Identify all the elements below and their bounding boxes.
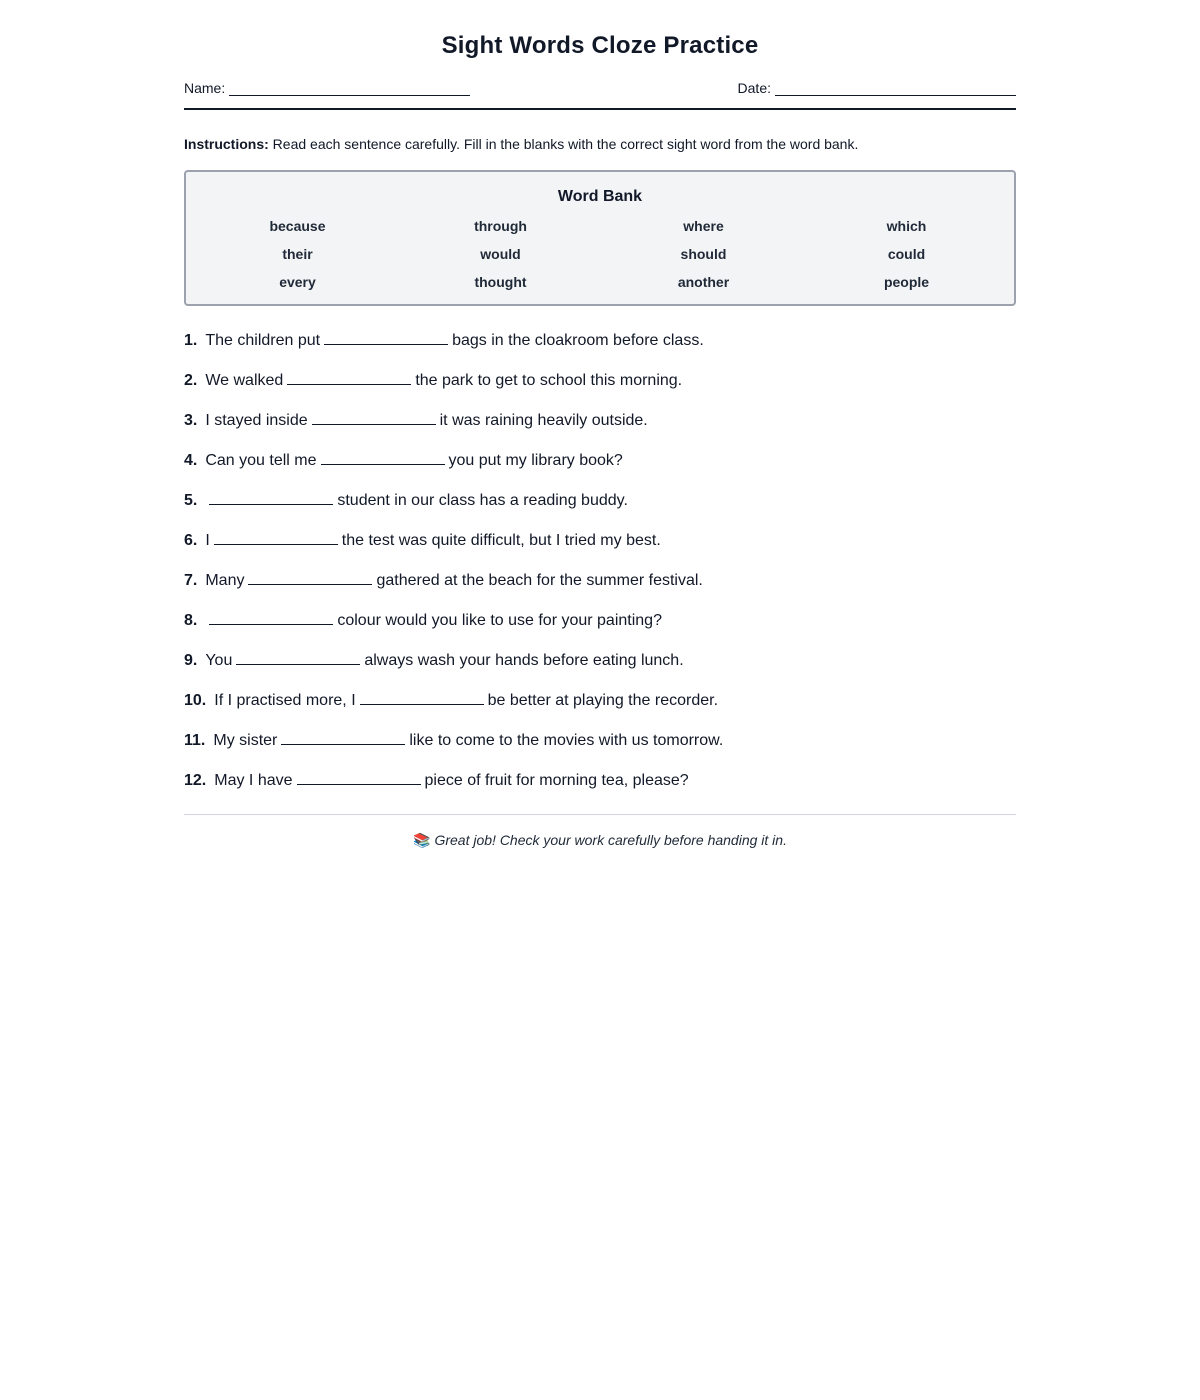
- question-item: [184, 446, 1016, 486]
- question-number: 3.: [184, 412, 198, 429]
- word-bank-title: Word Bank: [557, 188, 643, 205]
- question-text-before: I stayed inside: [205, 412, 308, 429]
- question-text-after: gathered at the beach for the summer festival.: [376, 572, 703, 589]
- question-item: [184, 406, 1016, 446]
- answer-blank[interactable]: [214, 526, 338, 545]
- question-number: 2.: [184, 372, 198, 389]
- answer-blank[interactable]: [360, 686, 484, 705]
- question-number: 8.: [184, 612, 198, 629]
- question-text-before: If I practised more, I: [214, 692, 356, 709]
- footer-message: [184, 832, 1016, 849]
- question-text-after: the park to get to school this morning.: [415, 372, 683, 389]
- question-text-after: always wash your hands before eating lunch.: [364, 652, 684, 669]
- word-bank-word: could: [887, 246, 926, 262]
- question-text-after: colour would you like to use for your painting?: [337, 612, 662, 629]
- answer-blank[interactable]: [312, 406, 436, 425]
- question-number: 9.: [184, 652, 198, 669]
- question-number: 10.: [184, 692, 207, 709]
- word-bank-word: which: [886, 218, 927, 234]
- name-date-row: [184, 80, 1016, 110]
- answer-blank[interactable]: [324, 326, 448, 345]
- question-text-after: it was raining heavily outside.: [439, 412, 648, 429]
- answer-blank[interactable]: [281, 726, 405, 745]
- question-item: [184, 486, 1016, 526]
- instructions-text: Read each sentence carefully. Fill in the blanks with the correct sight word from the word bank.: [272, 136, 859, 152]
- word-bank-grid: [196, 218, 1008, 290]
- question-number: 1.: [184, 332, 198, 349]
- question-item: [184, 726, 1016, 766]
- question-text-before: I: [205, 532, 210, 549]
- answer-blank[interactable]: [248, 566, 372, 585]
- name-line[interactable]: [229, 81, 470, 96]
- question-text-after: like to come to the movies with us tomorrow.: [409, 732, 724, 749]
- question-item: [184, 686, 1016, 726]
- date-field: [738, 80, 1016, 96]
- word-bank-word: thought: [474, 274, 527, 290]
- question-text-before: You: [205, 652, 233, 669]
- question-item: [184, 326, 1016, 366]
- question-number: 12.: [184, 772, 207, 789]
- date-line[interactable]: [775, 81, 1016, 96]
- question-text-after: bags in the cloakroom before class.: [452, 332, 704, 349]
- books-icon: 📚: [413, 832, 431, 848]
- question-text-after: the test was quite difficult, but I tried my best.: [341, 532, 661, 549]
- word-bank-word: should: [680, 246, 727, 262]
- question-text-before: The children put: [205, 332, 321, 349]
- question-item: [184, 366, 1016, 406]
- word-bank-word: their: [282, 246, 313, 262]
- word-bank-word: through: [474, 218, 527, 234]
- question-number: 11.: [184, 732, 206, 749]
- question-item: [184, 566, 1016, 606]
- answer-blank[interactable]: [236, 646, 360, 665]
- word-bank-word: where: [683, 218, 724, 234]
- question-text-after: you put my library book?: [448, 452, 623, 469]
- question-item: [184, 606, 1016, 646]
- word-bank-word: would: [480, 246, 521, 262]
- word-bank-word: another: [677, 274, 730, 290]
- question-text-after: student in our class has a reading buddy.: [337, 492, 628, 509]
- answer-blank[interactable]: [209, 606, 333, 625]
- answer-blank[interactable]: [209, 486, 333, 505]
- name-field: [184, 80, 470, 96]
- footer-divider: [184, 814, 1016, 815]
- question-text-before: Many: [205, 572, 245, 589]
- question-number: 6.: [184, 532, 198, 549]
- instructions: [184, 136, 1016, 152]
- question-number: 7.: [184, 572, 198, 589]
- answer-blank[interactable]: [287, 366, 411, 385]
- word-bank-word: people: [883, 274, 930, 290]
- question-text-after: piece of fruit for morning tea, please?: [424, 772, 689, 789]
- question-list: [184, 326, 1016, 806]
- answer-blank[interactable]: [297, 766, 421, 785]
- word-bank: [184, 170, 1016, 306]
- word-bank-word: because: [269, 218, 326, 234]
- question-item: [184, 526, 1016, 566]
- footer-text: Great job! Check your work carefully before handing it in.: [434, 832, 787, 848]
- question-number: 5.: [184, 492, 198, 509]
- instructions-lead: Instructions:: [184, 136, 269, 152]
- question-item: [184, 766, 1016, 806]
- name-label: Name:: [184, 80, 226, 96]
- answer-blank[interactable]: [321, 446, 445, 465]
- question-text-before: We walked: [205, 372, 284, 389]
- page-title: Sight Words Cloze Practice: [441, 32, 759, 59]
- word-bank-word: every: [279, 274, 316, 290]
- question-number: 4.: [184, 452, 198, 469]
- question-item: [184, 646, 1016, 686]
- date-label: Date:: [737, 80, 771, 96]
- question-text-before: Can you tell me: [205, 452, 317, 469]
- question-text-after: be better at playing the recorder.: [487, 692, 719, 709]
- question-text-before: May I have: [214, 772, 293, 789]
- question-text-before: My sister: [213, 732, 278, 749]
